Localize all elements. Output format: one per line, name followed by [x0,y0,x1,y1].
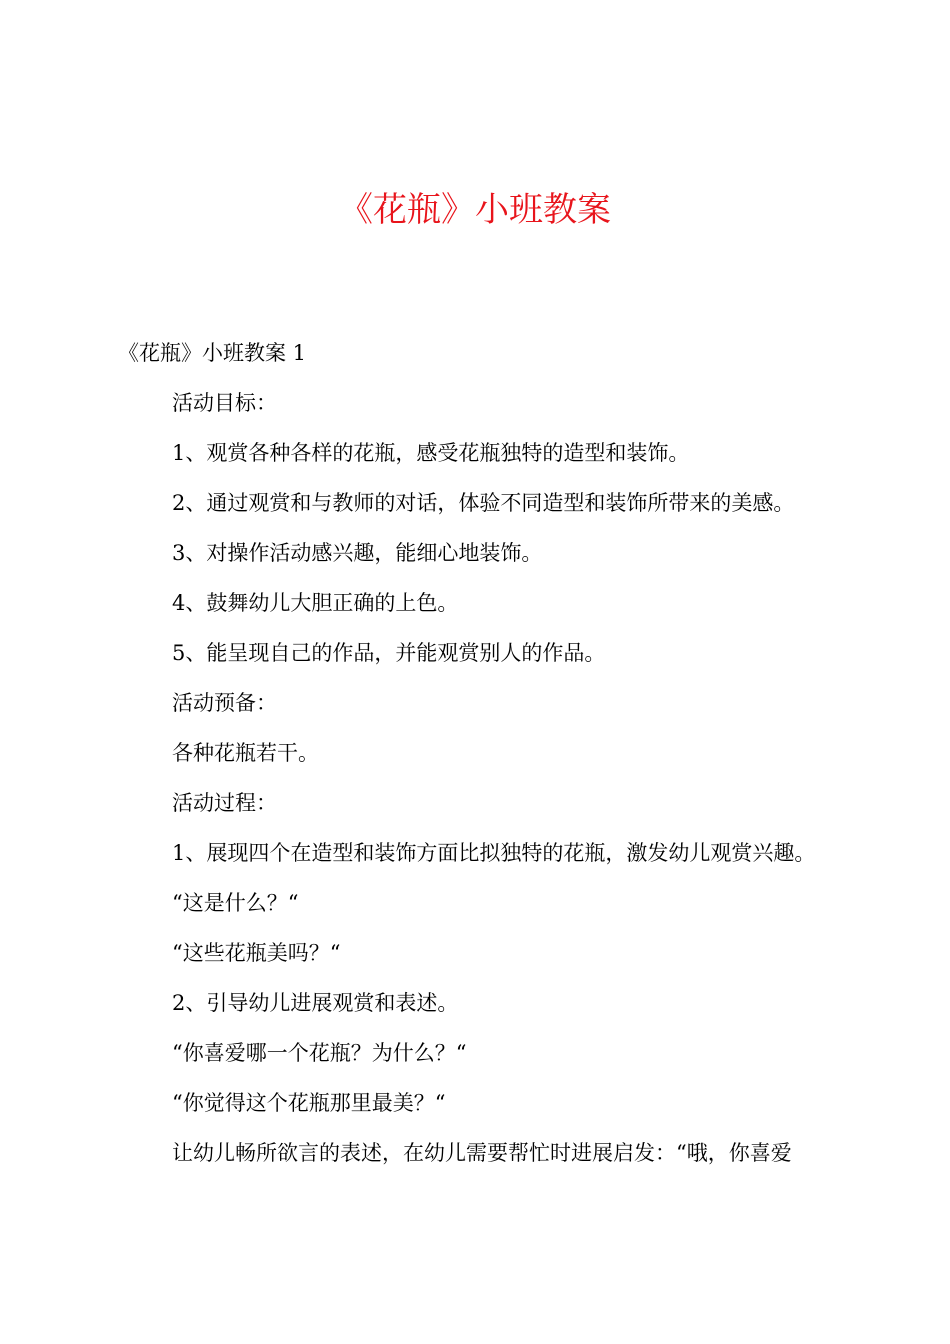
text-line: 活动预备： [172,691,277,715]
text-line: “你喜爱哪一个花瓶？为什么？“ [172,1041,467,1065]
body-text [172,388,872,1188]
text-line: 活动过程： [172,791,277,815]
text-line: “这些花瓶美吗？“ [172,941,341,965]
text-line: 3、对操作活动感兴趣，能细心地装饰。 [172,541,543,565]
text-line: 2、通过观赏和与教师的对话，体验不同造型和装饰所带来的美感。 [172,491,795,515]
text-line: “你觉得这个花瓶那里最美？“ [172,1091,446,1115]
text-line: 让幼儿畅所欲言的表述，在幼儿需要帮忙时进展启发：“哦，你喜爱 [172,1141,792,1165]
text-line: 5、能呈现自己的作品，并能观赏别人的作品。 [172,641,606,665]
text-line: 1、展现四个在造型和装饰方面比拟独特的花瓶，激发幼儿观赏兴趣。 [172,841,816,865]
text-line: 活动目标： [172,391,277,415]
section-heading: 《花瓶》小班教案 1 [118,341,307,365]
text-line: 各种花瓶若干。 [172,741,319,765]
text-line: 1、观赏各种各样的花瓶，感受花瓶独特的造型和装饰。 [172,441,690,465]
text-line: 4、鼓舞幼儿大胆正确的上色。 [172,591,459,615]
text-line: “这是什么？“ [172,891,299,915]
document-title: 《花瓶》小班教案 [339,190,611,230]
text-line: 2、引导幼儿进展观赏和表述。 [172,991,459,1015]
